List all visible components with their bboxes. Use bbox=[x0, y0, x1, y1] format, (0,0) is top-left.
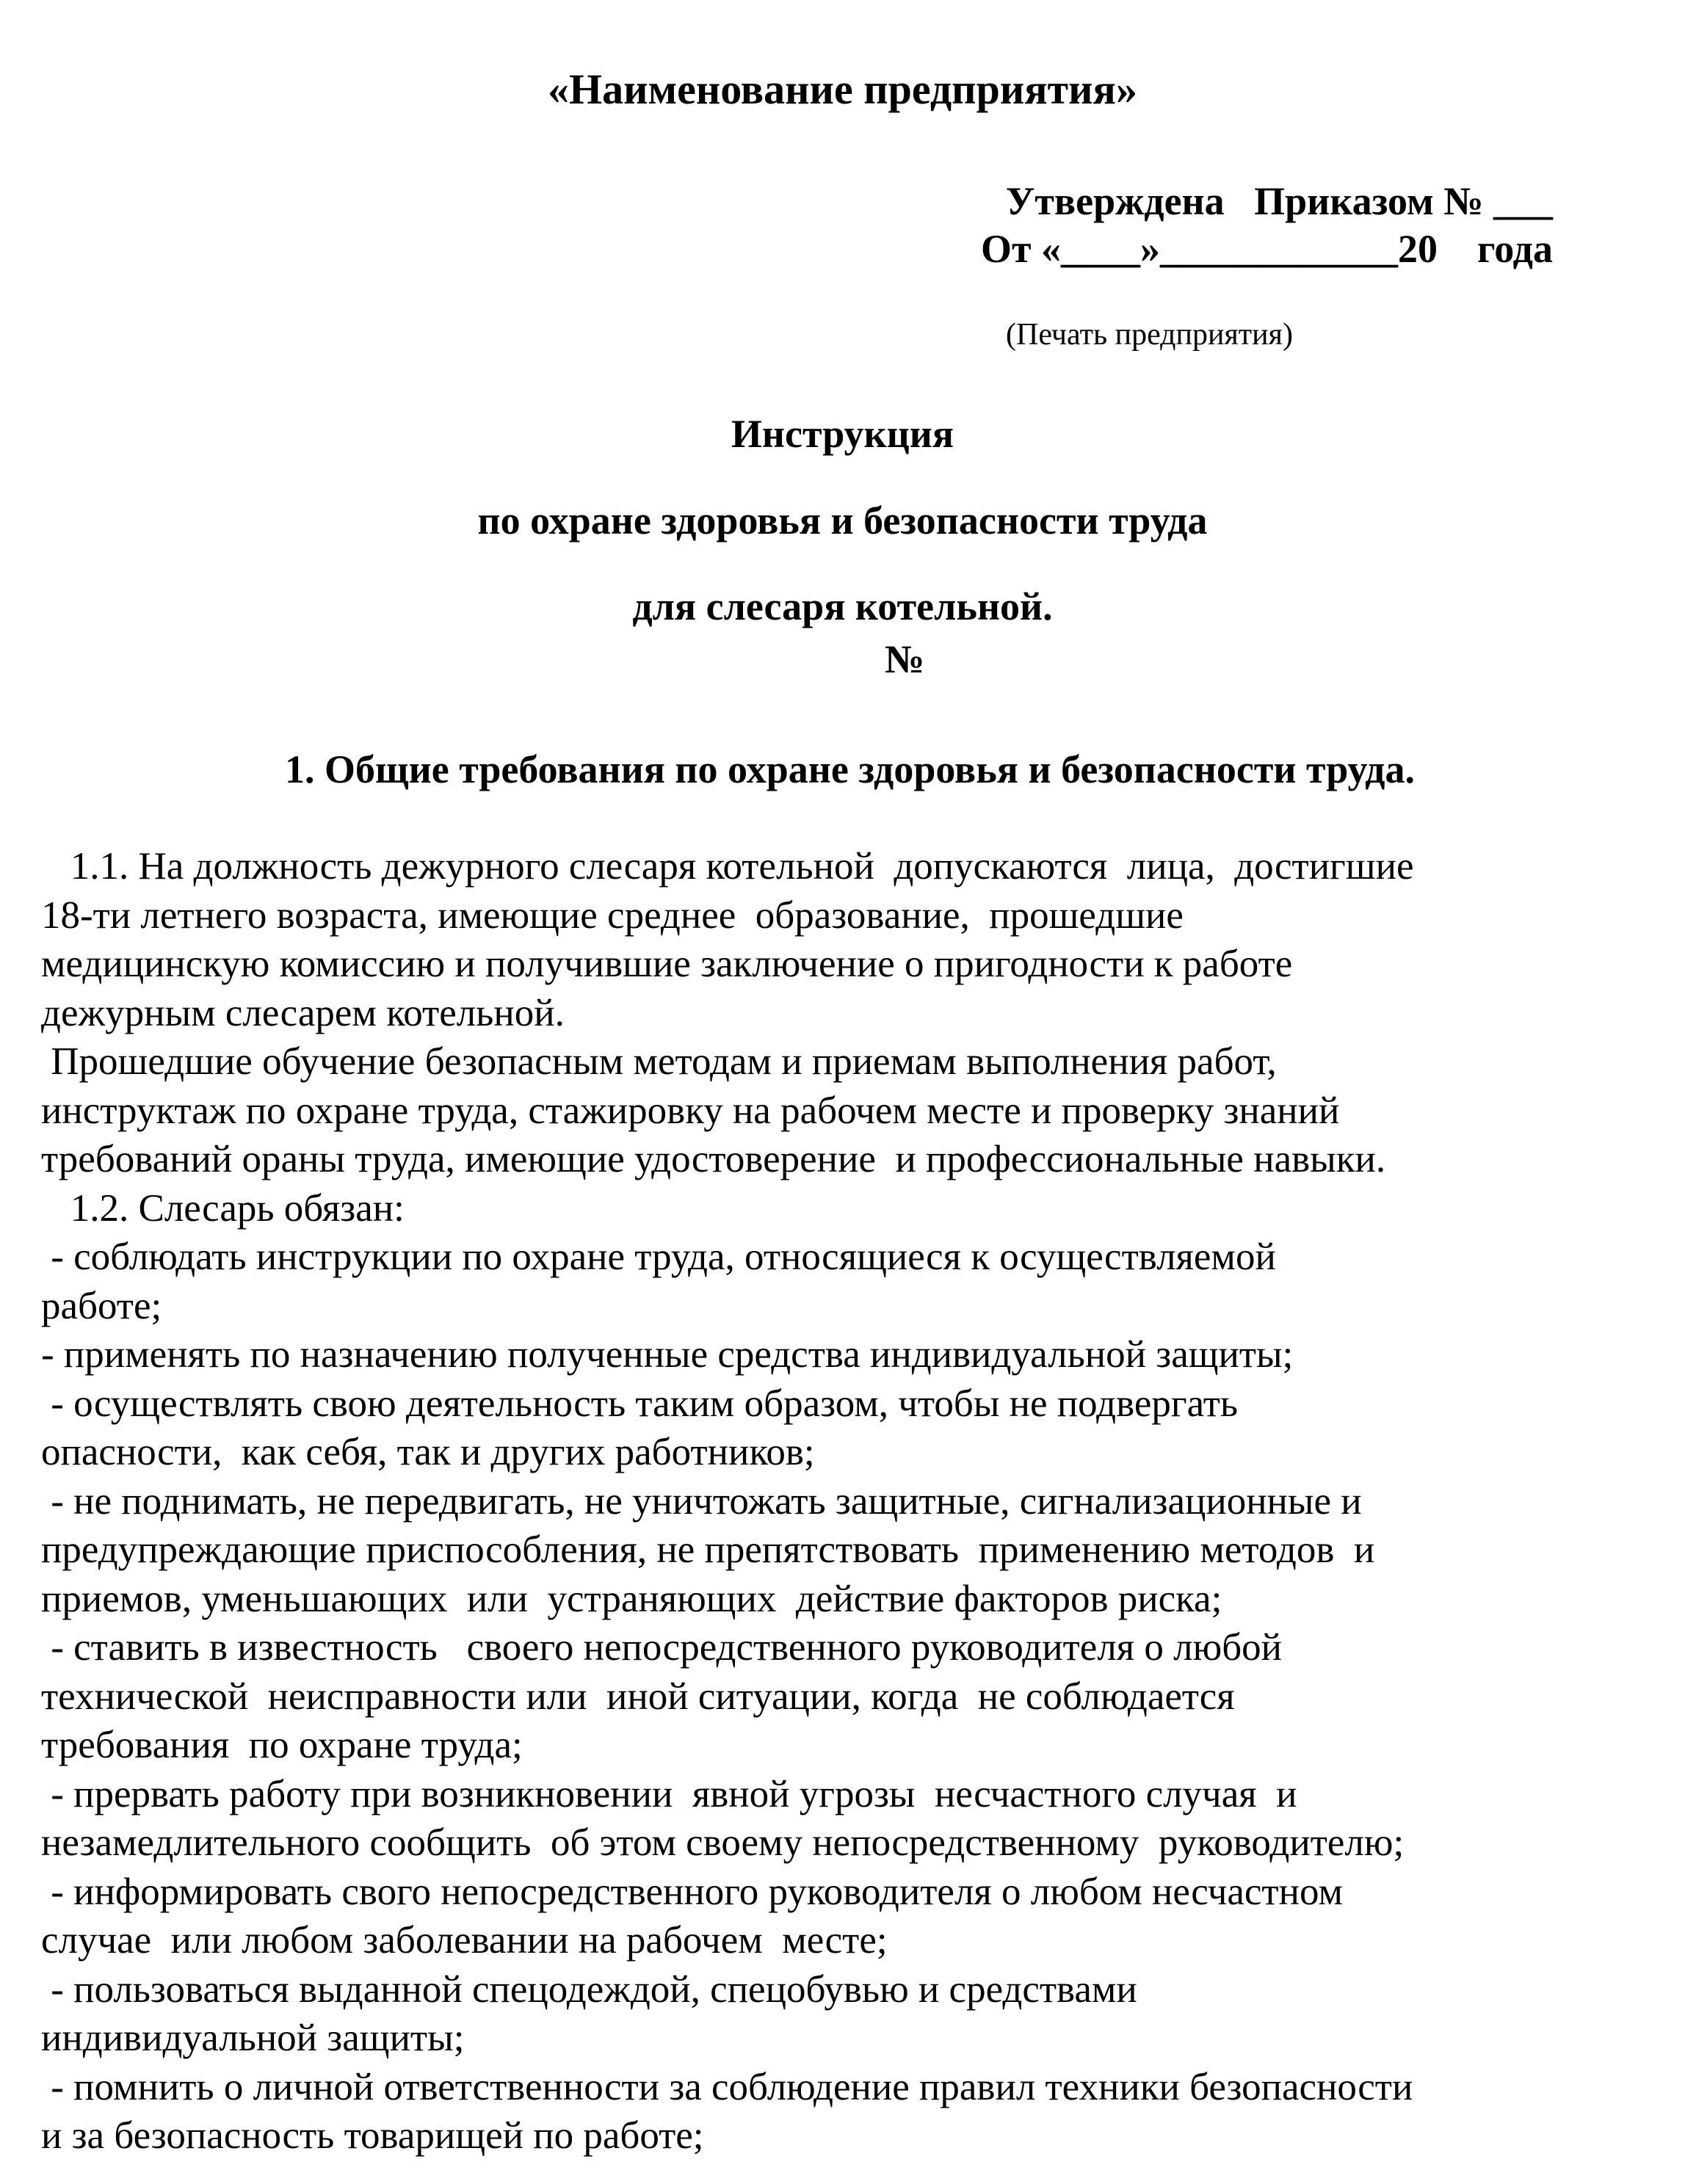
document-number-sign: № bbox=[885, 637, 925, 681]
body-line: - соблюдать инструкции по охране труда, относящиеся к осуществляемой bbox=[41, 1236, 1276, 1278]
body-line: - осуществлять свою деятельность таким образом, чтобы не подвергать bbox=[41, 1382, 1239, 1425]
body-line: работе; bbox=[41, 1284, 162, 1327]
body-line: случае или любом заболевании на рабочем месте; bbox=[41, 1919, 888, 1962]
body-line: технической неисправности или иной ситуации, когда не соблюдается bbox=[41, 1675, 1235, 1718]
body-line: - применять по назначению полученные средства индивидуальной защиты; bbox=[41, 1333, 1294, 1376]
document-subtitle-position: для слесаря котельной. bbox=[632, 584, 1053, 628]
enterprise-name: «Наименование предприятия» bbox=[548, 65, 1137, 113]
approval-date-line: От «____»____________20 года bbox=[981, 227, 1553, 271]
body-line: 18-ти летнего возраста, имеющие среднее образование, прошедшие bbox=[41, 893, 1184, 937]
approval-order-line: Утверждена Приказом № ___ bbox=[1005, 179, 1553, 223]
body-line: медицинскую комиссию и получившие заключение о пригодности к работе bbox=[41, 943, 1293, 985]
body-line: опасности, как себя, так и других работников; bbox=[41, 1431, 815, 1473]
body-line: - пользоваться выданной спецодеждой, спецобувью и средствами bbox=[41, 1967, 1137, 2011]
body-line: индивидуальной защиты; bbox=[41, 2017, 465, 2059]
body-line: - ставить в известность своего непосредственного руководителя о любой bbox=[41, 1626, 1283, 1669]
body-line: - информировать свого непосредственного руководителя о любом несчастном bbox=[41, 1870, 1343, 1913]
body-line: и за безопасность товарищей по работе; bbox=[41, 2114, 704, 2157]
body-line: незамедлительного сообщить об этом своему непосредственному руководителю; bbox=[41, 1821, 1405, 1864]
body-line: приемов, уменьшающих или устраняющих действие факторов риска; bbox=[41, 1577, 1222, 1620]
body-line: предупреждающие приспособления, не препятствовать применению методов и bbox=[41, 1528, 1375, 1571]
document-subtitle: по охране здоровья и безопасности труда bbox=[477, 498, 1208, 543]
section-heading: 1. Общие требования по охране здоровья и безопасности труда. bbox=[285, 747, 1415, 791]
body-line: требований ораны труда, имеющие удостоверение и профессиональные навыки. bbox=[41, 1138, 1386, 1180]
body-line: 1.2. Слесарь обязан: bbox=[41, 1186, 405, 1230]
body-line: требования по охране труда; bbox=[41, 1724, 523, 1766]
body-line: - не поднимать, не передвигать, не уничтожать защитные, сигнализационные и bbox=[41, 1479, 1362, 1523]
body-line: Прошедшие обучение безопасным методам и приемам выполнения работ, bbox=[41, 1040, 1277, 1083]
body-line: - прервать работу при возникновении явной угрозы несчастного случая и bbox=[41, 1772, 1297, 1815]
document-title: Инструкция bbox=[731, 412, 954, 456]
body-line: инструктаж по охране труда, стажировку на рабочем месте и проверку знаний bbox=[41, 1089, 1340, 1132]
section-body bbox=[41, 842, 1656, 2161]
body-line: дежурным слесарем котельной. bbox=[41, 991, 565, 1034]
body-line: - помнить о личной ответственности за соблюдение правил техники безопасности bbox=[41, 2065, 1413, 2108]
body-line: 1.1. На должность дежурного слесаря котельной допускаются лица, достигшие bbox=[41, 845, 1414, 888]
stamp-note: (Печать предприятия) bbox=[1006, 318, 1293, 352]
